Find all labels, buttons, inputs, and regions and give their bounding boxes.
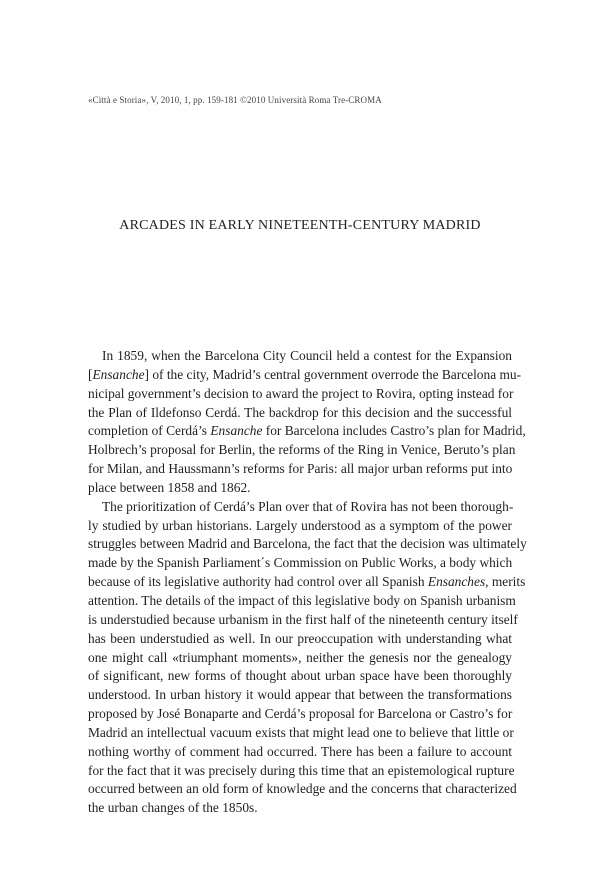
text-run: nothing worthy of comment had occurred. There has been a failure to account (88, 743, 512, 759)
text-line (88, 554, 512, 573)
text-line (88, 535, 527, 554)
text-line (88, 404, 512, 423)
text-line (88, 347, 512, 366)
italic-term: Ensanche (210, 423, 263, 439)
italic-term: Ensanche (92, 366, 145, 382)
text-run: [ (88, 366, 93, 382)
text-run: for Milan, and Haussmann’s reforms for Paris: all major urban reforms put into (88, 461, 513, 477)
text-run: Madrid an intellectual vacuum exists that might lead one to believe that little or (88, 724, 514, 740)
text-line (88, 460, 512, 479)
text-line (88, 592, 516, 611)
text-run: Holbrech’s proposal for Berlin, the reforms of the Ring in Venice, Beruto’s plan (88, 442, 516, 458)
text-run: , merits (485, 574, 526, 590)
text-line (88, 498, 512, 517)
text-line (88, 799, 512, 818)
text-line (88, 667, 512, 686)
article-body (88, 347, 527, 818)
text-run: because of its legislative authority had control over all Spanish (88, 574, 428, 590)
text-line (88, 780, 517, 799)
text-line (88, 762, 515, 781)
text-line (88, 705, 512, 724)
text-line (88, 573, 526, 592)
text-run: In 1859, when the Barcelona City Council held a contest for the Expansion (102, 348, 512, 363)
text-run: The prioritization of Cerdá’s Plan over that of Rovira has not been thorough- (102, 498, 514, 514)
text-line (88, 630, 512, 649)
text-run: the urban changes of the 1850s. (88, 800, 258, 816)
text-run: completion of Cerdá’s (88, 423, 211, 439)
text-run: nicipal government’s decision to award the project to Rovira, opting instead for (88, 385, 514, 401)
paragraph (88, 498, 527, 818)
text-line (88, 517, 512, 536)
text-line (88, 479, 512, 498)
text-run: made by the Spanish Parliament´s Commission on Public Works, a body which (88, 555, 513, 571)
text-run: of significant, new forms of thought about urban space have been thoroughly (88, 668, 512, 684)
text-line (88, 385, 512, 404)
article-title: ARCADES IN EARLY NINETEENTH-CENTURY MADRID (119, 218, 481, 233)
text-line (88, 686, 512, 705)
text-run: for Barcelona includes Castro’s plan for Madrid, (262, 423, 526, 439)
text-line (88, 611, 518, 630)
running-head: «Città e Storia», V, 2010, 1, pp. 159-181 ©2010 Università Roma Tre-CROMA (88, 95, 382, 105)
text-run: ly studied by urban historians. Largely understood as a symptom of the power (88, 517, 512, 533)
text-line (88, 422, 526, 441)
text-run: occurred between an old form of knowledge and the concerns that characterized (88, 781, 517, 797)
text-run: for the fact that it was precisely during this time that an epistemological rupture (88, 762, 515, 778)
italic-term: Ensanches (427, 574, 486, 590)
text-line (88, 441, 516, 460)
text-line (88, 649, 512, 668)
text-run: place between 1858 and 1862. (88, 479, 251, 495)
text-run: struggles between Madrid and Barcelona, the fact that the decision was ultimately (88, 536, 527, 552)
text-run: attention. The details of the impact of this legislative body on Spanish urbanism (88, 592, 516, 608)
paragraph (88, 347, 526, 498)
text-line (88, 366, 522, 385)
text-run: ] of the city, Madrid’s central government overrode the Barcelona mu- (144, 366, 522, 382)
text-run: understood. In urban history it would appear that between the transformations (88, 687, 512, 703)
text-run: proposed by José Bonaparte and Cerdá’s proposal for Barcelona or Castro’s for (88, 706, 513, 722)
text-run: the Plan of Ildefonso Cerdá. The backdrop for this decision and the successful (88, 404, 512, 420)
text-run: has been understudied as well. In our preoccupation with understanding what (88, 630, 512, 646)
text-run: is understudied because urbanism in the first half of the nineteenth century itself (88, 611, 518, 627)
text-run: one might call «triumphant moments», neither the genesis nor the genealogy (88, 649, 512, 665)
text-line (88, 743, 512, 762)
text-line (88, 724, 512, 743)
